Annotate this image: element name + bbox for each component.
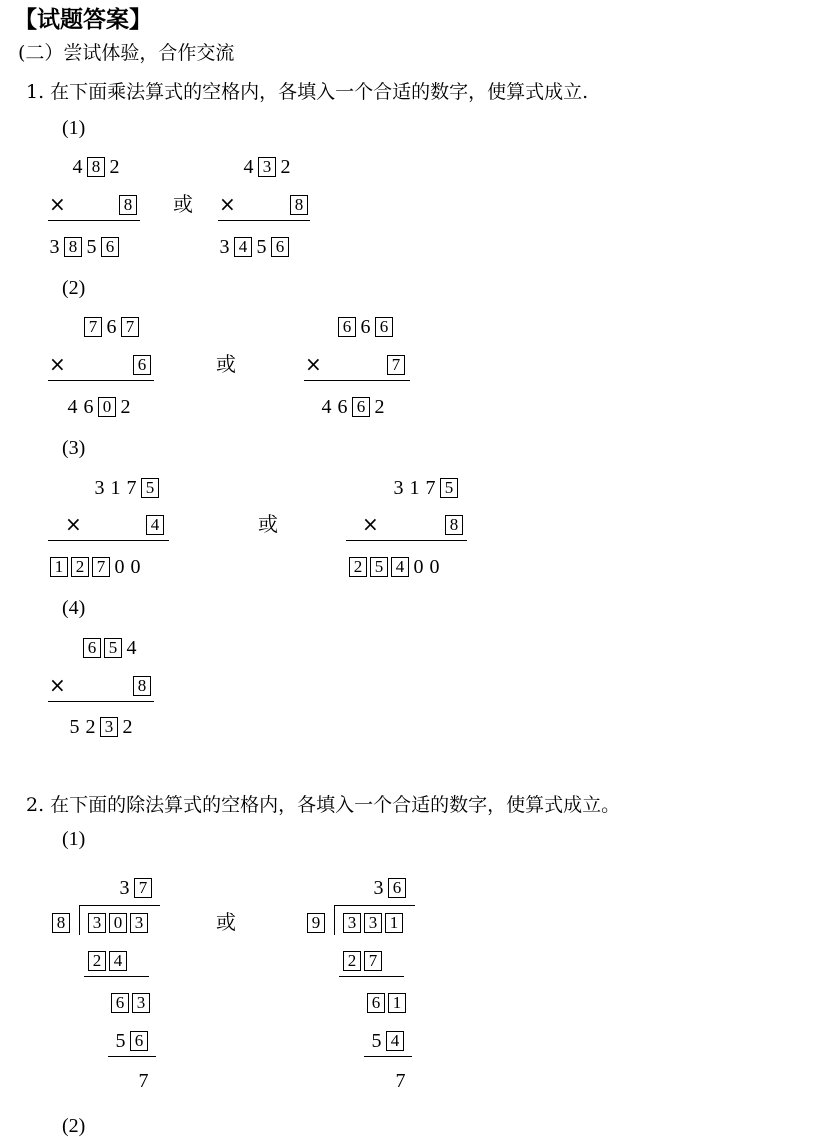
filled-digit-box: 5: [141, 478, 159, 498]
part-label-1: (1): [62, 117, 86, 139]
filled-digit-box: 6: [130, 1031, 148, 1051]
div-a-bracket: [79, 905, 80, 935]
digit: 1: [409, 477, 420, 500]
digit: 3: [94, 477, 105, 500]
digit: 0: [413, 556, 424, 579]
digit: 4: [243, 156, 254, 179]
digit: 2: [85, 716, 96, 739]
p1b-top-row: [242, 156, 295, 177]
filled-digit-box: 6: [83, 638, 101, 658]
filled-digit-box: 6: [271, 237, 289, 257]
digit: 7: [138, 1070, 149, 1093]
p3b-result-row: [349, 556, 444, 577]
digit: 2: [122, 716, 133, 739]
digit: 0: [130, 556, 141, 579]
p3b-rule: [346, 540, 467, 541]
p1b-rule: [218, 220, 310, 221]
p3b-multiplier: [445, 514, 466, 535]
times-sign: ×: [65, 512, 82, 536]
p3a-rule: [48, 540, 169, 541]
digit: 6: [337, 396, 348, 419]
or-label: 或: [258, 512, 278, 536]
part-label-3: (3): [62, 437, 86, 459]
filled-digit-box: 4: [391, 557, 409, 577]
digit: 6: [360, 316, 371, 339]
filled-digit-box: 5: [440, 478, 458, 498]
filled-digit-box: 6: [375, 317, 393, 337]
times-sign: ×: [49, 352, 66, 376]
filled-digit-box: 6: [338, 317, 356, 337]
div-b-subtract-1: [343, 950, 385, 971]
filled-digit-box: 8: [133, 676, 151, 696]
p1b-multiplier: [290, 194, 311, 215]
digit: 4: [321, 396, 332, 419]
div-a-rule-1: [84, 976, 149, 977]
digit: 3: [373, 877, 384, 900]
p3b-top-row: [392, 477, 461, 498]
filled-digit-box: 7: [387, 355, 405, 375]
digit: 3: [393, 477, 404, 500]
p4-top-row: [83, 637, 141, 658]
filled-digit-box: 7: [92, 557, 110, 577]
or-label: 或: [173, 192, 193, 216]
digit: 5: [256, 236, 267, 259]
filled-digit-box: 1: [385, 913, 403, 933]
p1a-multiplier: [119, 194, 140, 215]
p2a-result-row: [66, 396, 135, 417]
filled-digit-box: 8: [52, 913, 70, 933]
filled-digit-box: 8: [445, 515, 463, 535]
digit: 3: [219, 236, 230, 259]
digit: 6: [106, 316, 117, 339]
digit: 3: [49, 236, 60, 259]
filled-digit-box: 9: [307, 913, 325, 933]
times-sign: ×: [49, 192, 66, 216]
div-b-remainder: [394, 1070, 410, 1091]
filled-digit-box: 6: [352, 397, 370, 417]
filled-digit-box: 4: [146, 515, 164, 535]
p4-rule: [48, 701, 154, 702]
filled-digit-box: 0: [109, 913, 127, 933]
filled-digit-box: 0: [98, 397, 116, 417]
filled-digit-box: 7: [364, 951, 382, 971]
div-b-overline: [335, 905, 415, 906]
filled-digit-box: 3: [132, 993, 150, 1013]
p3a-multiplier: [146, 514, 167, 535]
filled-digit-box: 3: [364, 913, 382, 933]
div-b-divisor: [307, 912, 328, 933]
filled-digit-box: 6: [101, 237, 119, 257]
filled-digit-box: 6: [367, 993, 385, 1013]
filled-digit-box: 8: [64, 237, 82, 257]
digit: 5: [115, 1030, 126, 1053]
p2a-multiplier: [133, 354, 154, 375]
p3a-result-row: [50, 556, 145, 577]
times-sign: ×: [305, 352, 322, 376]
filled-digit-box: 1: [388, 993, 406, 1013]
div-b-rule-1: [339, 976, 404, 977]
div-a-overline: [80, 905, 160, 906]
digit: 2: [120, 396, 131, 419]
div-a-rule-2: [108, 1056, 156, 1057]
p2b-rule: [304, 380, 410, 381]
div-b-remainder-1: [367, 992, 409, 1013]
question-1-text: 1. 在下面乘法算式的空格内，各填入一个合适的数字，使算式成立.: [26, 81, 589, 103]
filled-digit-box: 6: [111, 993, 129, 1013]
div-a-subtract-1: [88, 950, 130, 971]
part-label-2: (2): [62, 277, 86, 299]
filled-digit-box: 4: [109, 951, 127, 971]
filled-digit-box: 2: [343, 951, 361, 971]
p4-multiplier: [133, 675, 154, 696]
div-a-remainder: [137, 1070, 153, 1091]
filled-digit-box: 3: [258, 157, 276, 177]
filled-digit-box: 8: [87, 157, 105, 177]
div-b-quotient: [372, 877, 409, 898]
p1a-rule: [48, 220, 140, 221]
div-a-divisor: [52, 912, 73, 933]
or-label: 或: [216, 910, 236, 934]
answer-title: 【试题答案】: [14, 7, 152, 33]
section-heading: (二）尝试体验，合作交流: [18, 42, 235, 64]
filled-digit-box: 8: [290, 195, 308, 215]
digit: 4: [67, 396, 78, 419]
filled-digit-box: 3: [343, 913, 361, 933]
div-a-dividend: [88, 912, 151, 933]
div-b-subtract-2: [370, 1030, 407, 1051]
filled-digit-box: 8: [119, 195, 137, 215]
filled-digit-box: 2: [349, 557, 367, 577]
digit: 3: [119, 877, 130, 900]
filled-digit-box: 6: [133, 355, 151, 375]
filled-digit-box: 3: [88, 913, 106, 933]
filled-digit-box: 1: [50, 557, 68, 577]
p1a-top-row: [71, 156, 124, 177]
filled-digit-box: 6: [388, 878, 406, 898]
digit: 7: [395, 1070, 406, 1093]
div-a-quotient: [118, 877, 155, 898]
digit: 2: [374, 396, 385, 419]
filled-digit-box: 2: [88, 951, 106, 971]
div-b-rule-2: [364, 1056, 412, 1057]
digit: 2: [280, 156, 291, 179]
digit: 4: [126, 637, 137, 660]
div-part-label-2: (2): [62, 1115, 86, 1137]
digit: 7: [425, 477, 436, 500]
filled-digit-box: 3: [130, 913, 148, 933]
filled-digit-box: 7: [134, 878, 152, 898]
digit: 4: [72, 156, 83, 179]
div-b-dividend: [343, 912, 406, 933]
filled-digit-box: 5: [104, 638, 122, 658]
or-label: 或: [216, 352, 236, 376]
digit: 0: [429, 556, 440, 579]
filled-digit-box: 3: [100, 717, 118, 737]
digit: 5: [86, 236, 97, 259]
p1b-result-row: [218, 236, 292, 257]
times-sign: ×: [219, 192, 236, 216]
filled-digit-box: 2: [71, 557, 89, 577]
p2a-rule: [48, 380, 154, 381]
filled-digit-box: 7: [121, 317, 139, 337]
div-a-remainder-1: [111, 992, 153, 1013]
digit: 2: [109, 156, 120, 179]
p4-result-row: [68, 716, 137, 737]
digit: 6: [83, 396, 94, 419]
div-part-label-1: (1): [62, 828, 86, 850]
digit: 0: [114, 556, 125, 579]
p2a-top-row: [84, 316, 142, 337]
p1a-result-row: [48, 236, 122, 257]
question-2-text: 2. 在下面的除法算式的空格内，各填入一个合适的数字，使算式成立。: [26, 794, 621, 816]
p2b-result-row: [320, 396, 389, 417]
div-b-bracket: [334, 905, 335, 935]
times-sign: ×: [49, 673, 66, 697]
filled-digit-box: 7: [84, 317, 102, 337]
times-sign: ×: [362, 512, 379, 536]
filled-digit-box: 4: [386, 1031, 404, 1051]
p2b-multiplier: [387, 354, 408, 375]
p2b-top-row: [338, 316, 396, 337]
part-label-4: (4): [62, 597, 86, 619]
digit: 1: [110, 477, 121, 500]
digit: 5: [69, 716, 80, 739]
p3a-top-row: [93, 477, 162, 498]
filled-digit-box: 5: [370, 557, 388, 577]
digit: 5: [371, 1030, 382, 1053]
filled-digit-box: 4: [234, 237, 252, 257]
digit: 7: [126, 477, 137, 500]
div-a-subtract-2: [114, 1030, 151, 1051]
